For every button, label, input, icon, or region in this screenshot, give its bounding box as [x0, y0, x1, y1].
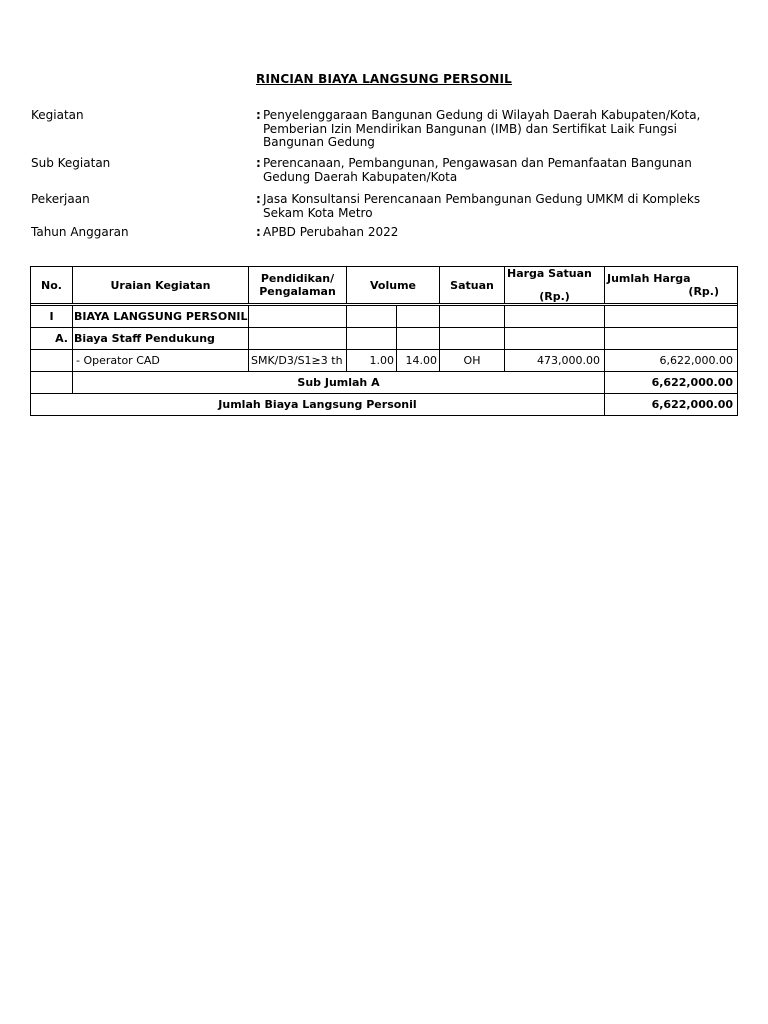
- header-harga-line2: (Rp.): [539, 290, 570, 303]
- info-pekerjaan-label: Pekerjaan: [31, 192, 90, 206]
- table-row-section: [31, 306, 738, 328]
- header-harga-satuan: [505, 267, 605, 304]
- info-line: Sekam Kota Metro: [263, 205, 373, 220]
- info-line: Gedung Daerah Kabupaten/Kota: [263, 169, 458, 184]
- header-pendidikan: [249, 267, 347, 304]
- info-sub-kegiatan-label: Sub Kegiatan: [31, 156, 111, 170]
- header-jumlah-harga: [605, 267, 738, 304]
- info-line: Penyelenggaraan Bangunan Gedung di Wilayah Daerah Kabupaten/Kota,: [263, 108, 701, 122]
- row-jumlah-harga: 6,622,000.00: [605, 350, 738, 372]
- info-tahun-anggaran-value: [263, 226, 733, 240]
- info-colon: :: [256, 192, 261, 206]
- header-pendidikan-line2: Pengalaman: [259, 285, 336, 298]
- info-kegiatan-label: Kegiatan: [31, 108, 84, 122]
- info-pekerjaan-value: [263, 193, 733, 220]
- row-pendidikan: SMK/D3/S1≥3 th: [249, 350, 347, 372]
- table-row-total: [31, 394, 738, 416]
- subsection-no: A.: [31, 328, 73, 350]
- header-satuan: Satuan: [440, 267, 505, 304]
- cost-table: [30, 266, 738, 416]
- total-value: 6,622,000.00: [605, 394, 738, 416]
- info-tahun-anggaran-label: Tahun Anggaran: [31, 225, 129, 239]
- header-jumlah-line1: Jumlah Harga: [607, 272, 691, 285]
- subsection-label: Biaya Staff Pendukung: [73, 328, 249, 350]
- info-kegiatan-value: [263, 109, 733, 150]
- row-harga-satuan: 473,000.00: [505, 350, 605, 372]
- info-colon: :: [256, 108, 261, 122]
- header-uraian: Uraian Kegiatan: [73, 267, 249, 304]
- sub-jumlah-label: Sub Jumlah A: [73, 372, 605, 394]
- info-colon: :: [256, 225, 261, 239]
- info-line: Jasa Konsultansi Perencanaan Pembangunan Gedung UMKM di Kompleks: [263, 192, 701, 206]
- row-volume-1: 1.00: [347, 350, 397, 372]
- table-header-row: [31, 267, 738, 304]
- row-volume-2: 14.00: [397, 350, 440, 372]
- total-label: Jumlah Biaya Langsung Personil: [31, 394, 605, 416]
- header-jumlah-line2: (Rp.): [688, 285, 719, 298]
- info-line: Perencanaan, Pembangunan, Pengawasan dan Pemanfaatan Bangunan: [263, 156, 692, 170]
- info-line: Pemberian Izin Mendirikan Bangunan (IMB) dan Sertifikat Laik Fungsi: [263, 121, 678, 136]
- sub-jumlah-value: 6,622,000.00: [605, 372, 738, 394]
- section-no: I: [31, 306, 73, 328]
- header-harga-line1: Harga Satuan: [507, 267, 592, 280]
- info-line: Bangunan Gedung: [263, 135, 375, 149]
- section-label: BIAYA LANGSUNG PERSONIL: [73, 306, 249, 328]
- info-sub-kegiatan-value: [263, 157, 733, 184]
- table-row-subsection: [31, 328, 738, 350]
- header-pendidikan-line1: Pendidikan/: [260, 272, 335, 285]
- document-title: RINCIAN BIAYA LANGSUNG PERSONIL: [256, 72, 512, 86]
- table-row-sub-jumlah: [31, 372, 738, 394]
- row-uraian: - Operator CAD: [73, 350, 249, 372]
- header-no: No.: [31, 267, 73, 304]
- row-satuan: OH: [440, 350, 505, 372]
- info-colon: :: [256, 156, 261, 170]
- table-row: [31, 350, 738, 372]
- info-line: APBD Perubahan 2022: [263, 225, 399, 239]
- header-volume: Volume: [347, 267, 440, 304]
